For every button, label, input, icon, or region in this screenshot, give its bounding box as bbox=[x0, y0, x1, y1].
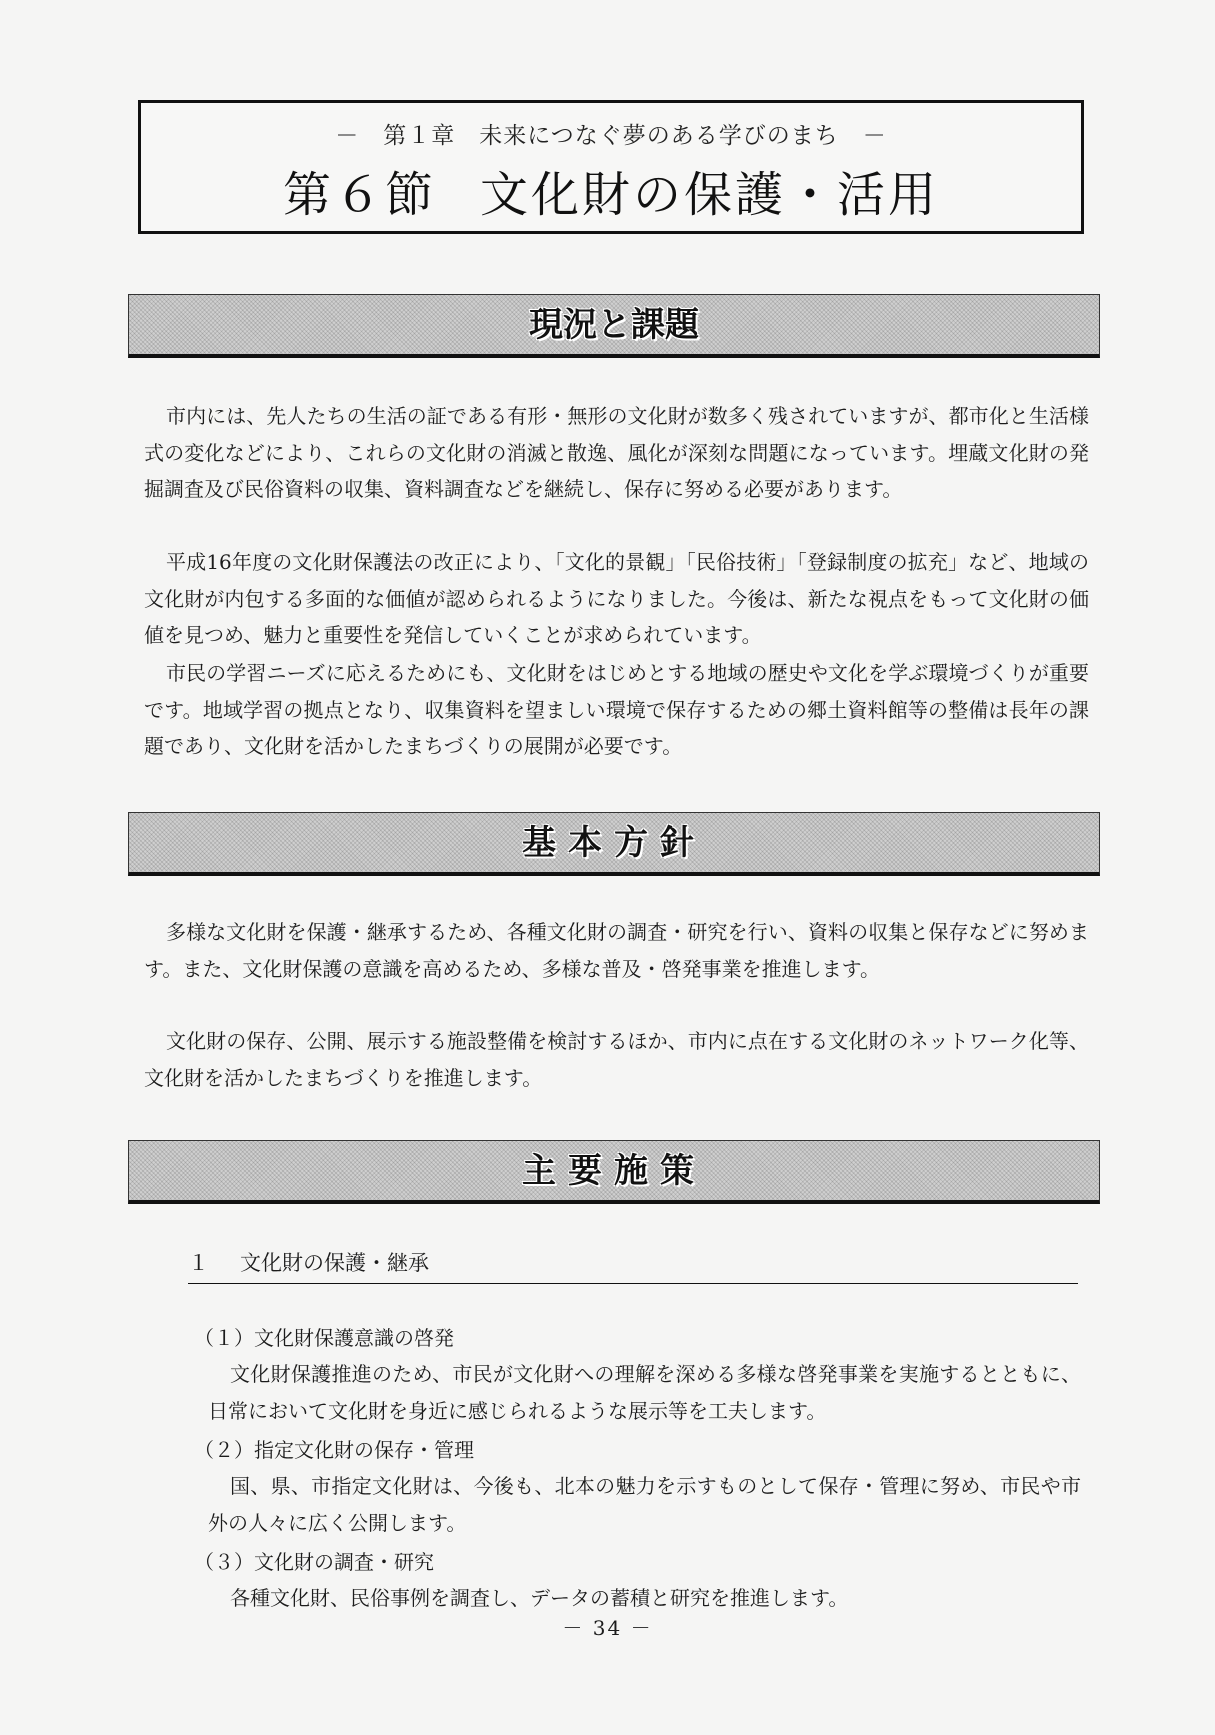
current-paragraph-2: 平成16年度の文化財保護法の改正により、「文化的景観」「民俗技術」「登録制度の拡充」など、地域の文化財が内包する多面的な価値が認められるようになりました。今後は、新たな視点をもって文化財の価値を見つめ、魅力と重要性を発信していくことが求められています。 bbox=[144, 550, 1089, 647]
basic-policy-band bbox=[128, 812, 1100, 876]
sub-heading-2: （２）指定文化財の保存・管理 bbox=[194, 1438, 474, 1462]
section-name: 文化財の保護・活用 bbox=[480, 167, 940, 223]
section-title bbox=[141, 156, 1081, 225]
sub-heading-3: （３）文化財の調査・研究 bbox=[194, 1550, 434, 1574]
measure-item-number: １ bbox=[188, 1251, 209, 1275]
current-status-heading: 現況と課題 bbox=[529, 305, 699, 345]
sub-heading-1: （１）文化財保護意識の啓発 bbox=[194, 1326, 454, 1350]
page-number: － 34 － bbox=[562, 1616, 653, 1640]
current-paragraph-3: 市民の学習ニーズに応えるためにも、文化財をはじめとする地域の歴史や文化を学ぶ環境づくりが重要です。地域学習の拠点となり、収集資料を望ましい環境で保存するための郷土資料館等の整備は長年の課題であり、文化財を活かしたまちづくりの展開が必要です。 bbox=[144, 661, 1089, 758]
sub-text-2: 国、県、市指定文化財は、今後も、北本の魅力を示すものとして保存・管理に努め、市民や市外の人々に広く公開します。 bbox=[208, 1474, 1081, 1535]
current-status-band bbox=[128, 294, 1100, 358]
policy-paragraph-2: 文化財の保存、公開、展示する施設整備を検討するほか、市内に点在する文化財のネットワーク化等、文化財を活かしたまちづくりを推進します。 bbox=[144, 1029, 1089, 1090]
section-number: 第６節 bbox=[282, 167, 436, 223]
current-paragraph-1: 市内には、先人たちの生活の証である有形・無形の文化財が数多く残されていますが、都市化と生活様式の変化などにより、これらの文化財の消滅と散逸、風化が深刻な問題になっています。埋蔵文化財の発掘調査及び民俗資料の収集、資料調査などを継続し、保存に努める必要があります。 bbox=[144, 404, 1089, 501]
chapter-heading: － 第１章 未来につなぐ夢のある学びのまち － bbox=[335, 123, 887, 149]
main-measures-band bbox=[128, 1140, 1100, 1204]
basic-policy-heading: 基本方針 bbox=[522, 823, 706, 863]
sub-text-3: 各種文化財、民俗事例を調査し、データの蓄積と研究を推進します。 bbox=[230, 1586, 849, 1610]
chapter-title-box bbox=[138, 100, 1084, 234]
measure-item-heading bbox=[188, 1247, 1078, 1284]
main-measures-heading: 主要施策 bbox=[522, 1151, 706, 1191]
measure-item-title: 文化財の保護・継承 bbox=[240, 1251, 429, 1275]
sub-text-1: 文化財保護推進のため、市民が文化財への理解を深める多様な啓発事業を実施するとともに、日常において文化財を身近に感じられるような展示等を工夫します。 bbox=[208, 1362, 1081, 1423]
policy-paragraph-1: 多様な文化財を保護・継承するため、各種文化財の調査・研究を行い、資料の収集と保存などに努めます。また、文化財保護の意識を高めるため、多様な普及・啓発事業を推進します。 bbox=[144, 920, 1089, 981]
